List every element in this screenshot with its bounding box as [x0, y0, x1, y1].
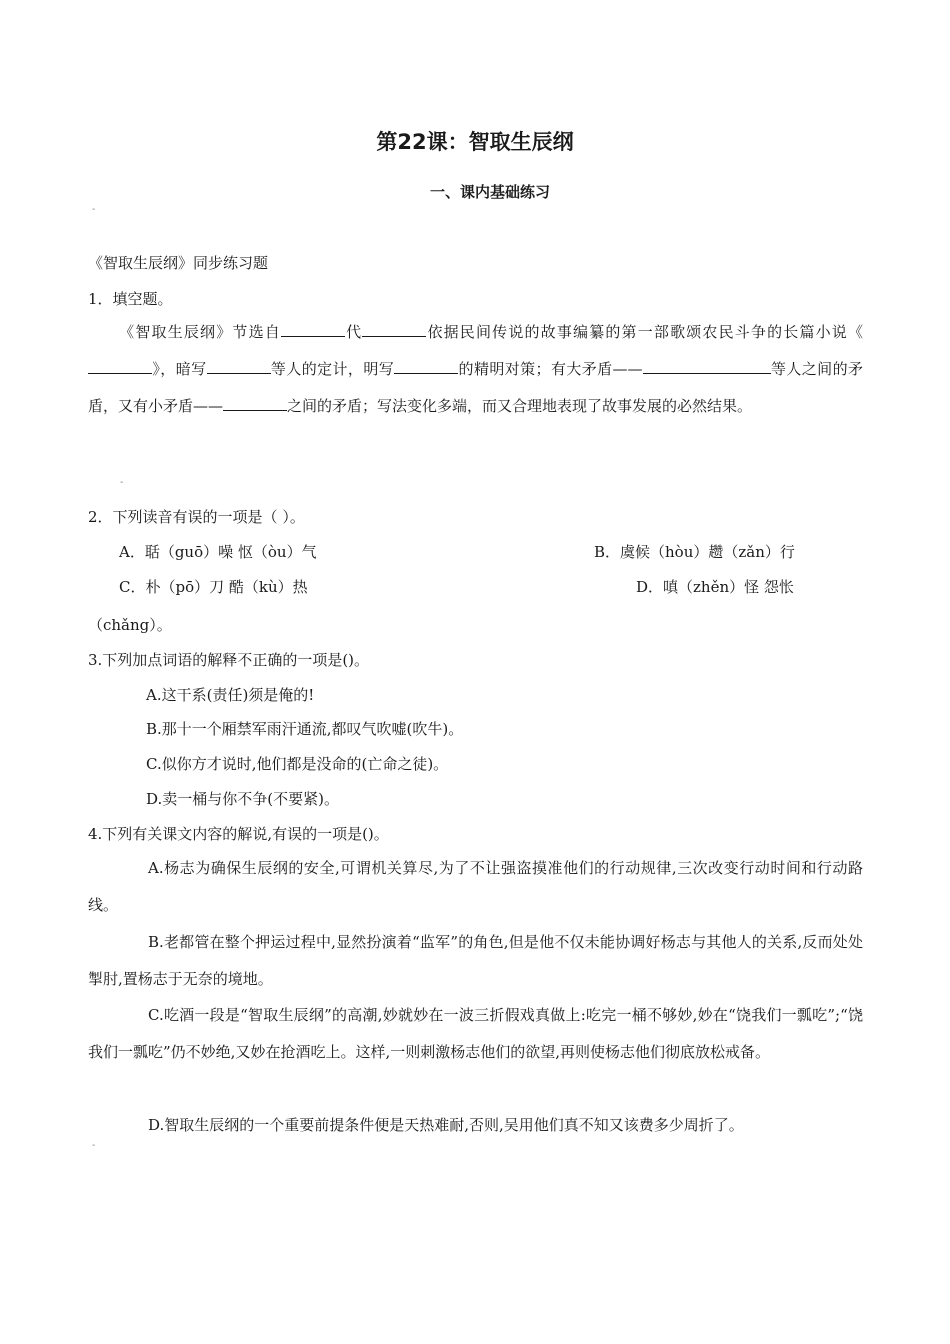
- question-1-body: [88, 314, 863, 425]
- q3-option-a: A.这干系(责任)须是俺的!: [146, 686, 315, 704]
- q2-option-a: A．聒（guō）噪 怄（òu）气: [119, 543, 317, 561]
- blank-2[interactable]: [362, 322, 426, 337]
- question-3-label: 3.下列加点词语的解释不正确的一项是()。: [88, 651, 370, 669]
- paragraph-mark: -: [92, 204, 96, 215]
- section-heading: 一、课内基础练习: [429, 183, 550, 201]
- q4-option-d: [88, 1107, 863, 1144]
- q2-option-b: B．虞候（hòu）趱（zǎn）行: [594, 543, 795, 561]
- exercise-heading: 《智取生辰纲》同步练习题: [88, 254, 269, 272]
- question-4-label: 4.下列有关课文内容的解说,有误的一项是()。: [88, 825, 389, 843]
- blank-6[interactable]: [643, 359, 771, 374]
- q4-option-d-text: D.智取生辰纲的一个重要前提条件便是天热难耐,否则,吴用他们真不知又该费多少周折了。: [148, 1116, 744, 1134]
- blank-1[interactable]: [281, 322, 345, 337]
- question-2-label: 2．下列读音有误的一项是（ ）。: [88, 508, 305, 526]
- blank-7[interactable]: [223, 396, 287, 411]
- paragraph-mark: -: [92, 1140, 96, 1151]
- q1-text-5: 等人的定计，明写: [270, 360, 395, 378]
- question-1-label: 1．填空题。: [88, 290, 173, 308]
- q1-text-8: 之间的矛盾；写法变化多端，而又合理地表现了故事发展的必然结果。: [287, 397, 753, 415]
- blank-5[interactable]: [394, 359, 458, 374]
- blank-4[interactable]: [207, 359, 271, 374]
- paragraph-mark: -: [120, 477, 124, 488]
- q1-text-7: 等人之间的矛盾，又有小矛盾——: [88, 360, 863, 415]
- page-title: 第22课：智取生辰纲: [376, 130, 574, 154]
- blank-3[interactable]: [88, 359, 152, 374]
- q3-option-d: D.卖一桶与你不争(不要紧)。: [146, 790, 339, 808]
- q4-option-c-text: C.吃酒一段是“智取生辰纲”的高潮,妙就妙在一波三折假戏真做上:吃完一桶不够妙,妙在“饶我们一瓢吃”;“饶我们一瓢吃”仍不妙绝,又妙在抢酒吃上。这样,一则刺激杨志他们的欲望,再则使杨志他们彻底放松戒备。: [88, 1006, 863, 1061]
- q4-option-c: [88, 997, 863, 1071]
- q1-text-1: 《智取生辰纲》节选自: [118, 323, 281, 341]
- q2-option-d-continued: （chǎng）。: [88, 616, 172, 634]
- q4-option-a: [88, 850, 863, 924]
- q4-option-b-text: B.老都管在整个押运过程中,显然扮演着“监军”的角色,但是他不仅未能协调好杨志与其他人的关系,反而处处掣肘,置杨志于无奈的境地。: [88, 933, 863, 988]
- q3-option-b: B.那十一个厢禁军雨汗通流,都叹气吹嘘(吹牛)。: [146, 720, 464, 738]
- q2-option-c: C．朴（pō）刀 酷（kù）热: [119, 578, 308, 596]
- q1-text-4: 》，暗写: [152, 360, 207, 378]
- q3-option-c: C.似你方才说时,他们都是没命的(亡命之徒)。: [146, 755, 449, 773]
- q1-text-2: 代: [344, 323, 363, 341]
- q4-option-b: [88, 924, 863, 998]
- q2-option-d: D．嗔（zhěn）怪 怨怅: [636, 578, 794, 596]
- q1-text-6: 的精明对策；有大矛盾——: [458, 360, 643, 378]
- q1-text-3: 依据民间传说的故事编纂的第一部歌颂农民斗争的长篇小说《: [426, 323, 863, 341]
- q4-option-a-text: A.杨志为确保生辰纲的安全,可谓机关算尽,为了不让强盗摸准他们的行动规律,三次改变行动时间和行动路线。: [88, 859, 863, 914]
